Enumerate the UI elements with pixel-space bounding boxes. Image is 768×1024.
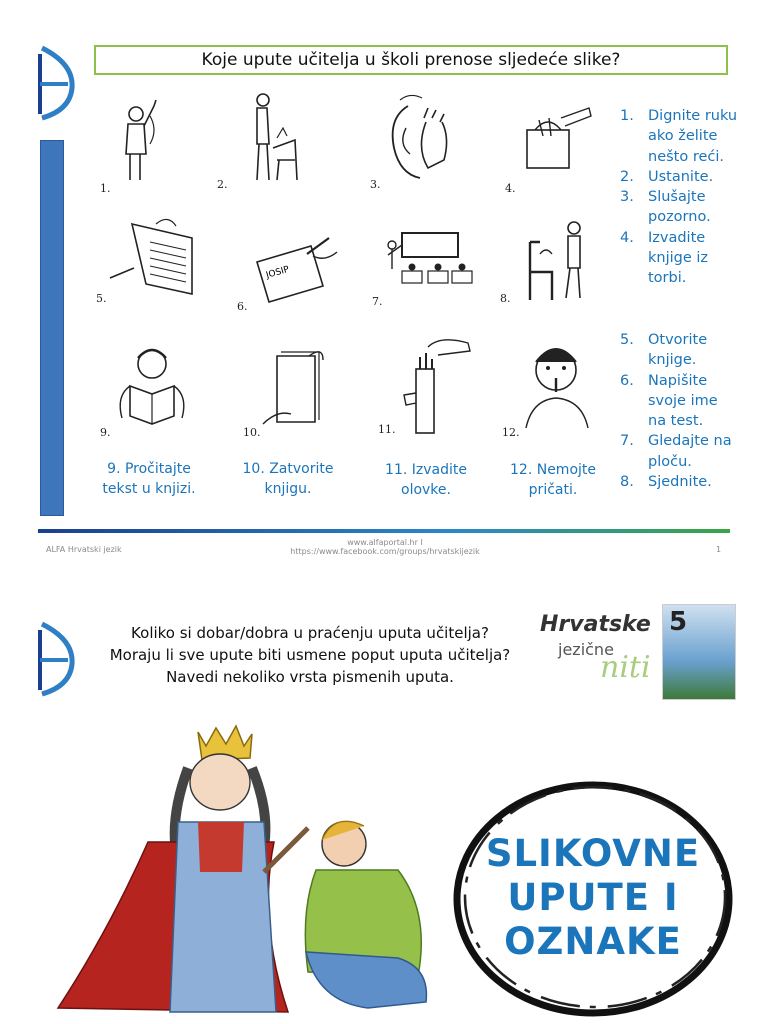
stand-up-icon <box>217 88 327 193</box>
question-3: Navedi nekoliko vrsta pismenih uputa. <box>166 668 454 686</box>
heading-line-3: OZNAKE <box>504 920 682 963</box>
list-item: 4. Izvadite knjige iz torbi. <box>620 229 709 287</box>
alfa-logo-icon <box>38 620 76 698</box>
picture-6 <box>237 210 347 315</box>
picture-8 <box>500 202 610 307</box>
list-item: 1. Dignite ruku ako želite nešto reći. <box>620 108 738 165</box>
picture-number: 6. <box>237 300 248 313</box>
heading-line-2: UPUTE I <box>507 876 679 919</box>
caption-11: 11. Izvadite olovke. <box>385 462 467 498</box>
write-name-icon <box>237 210 347 315</box>
book-grade: 5 <box>669 607 688 637</box>
footer-link-site[interactable]: www.alfaportal.hr I <box>347 538 423 547</box>
picture-number: 2. <box>217 178 228 191</box>
picture-7 <box>372 205 482 310</box>
picture-3 <box>370 88 480 193</box>
raised-hand-icon <box>100 92 210 197</box>
alfa-logo-icon <box>38 44 76 122</box>
picture-number: 11. <box>378 423 396 436</box>
picture-number: 5. <box>96 292 107 305</box>
book-subtitle: jezične <box>558 640 614 659</box>
question-1: Koliko si dobar/dobra u praćenju uputa učitelja? <box>131 624 489 642</box>
caption-9: 9. Pročitajte tekst u knjizi. <box>102 461 196 497</box>
picture-number: 7. <box>372 295 383 308</box>
list-item: 6. Napišite svoje ime na test. <box>620 372 718 430</box>
caption-12: 12. Nemojte pričati. <box>510 462 596 498</box>
footer-divider <box>38 529 730 533</box>
caption-10: 10. Zatvorite knjigu. <box>242 461 334 497</box>
picture-number: 9. <box>100 426 111 439</box>
instruction-list-1-4 <box>620 106 740 289</box>
picture-11 <box>378 333 488 438</box>
section-heading <box>450 832 736 964</box>
footer-link-facebook[interactable]: https://www.facebook.com/groups/hrvatskijezik <box>290 547 480 556</box>
picture-number: 1. <box>100 182 111 195</box>
picture-2 <box>217 88 327 193</box>
book-script: niti <box>600 650 651 685</box>
list-item: 8. Sjednite. <box>620 474 712 491</box>
svg-text:JOSIP: JOSIP <box>265 264 291 281</box>
picture-number: 8. <box>500 292 511 305</box>
footer-links <box>240 538 530 556</box>
page-number: 1 <box>716 545 722 554</box>
list-item: 2. Ustanite. <box>620 168 714 185</box>
ear-listen-icon <box>370 88 480 193</box>
picture-9 <box>100 336 210 441</box>
picture-number: 3. <box>370 178 381 191</box>
page-title: Koje upute učitelja u školi prenose sljedeće slike? <box>94 45 728 75</box>
read-text-icon <box>100 336 210 441</box>
list-item: 7. Gledajte na ploču. <box>620 433 732 470</box>
king-and-boy-illustration-icon <box>38 712 458 1024</box>
bag-books-icon <box>505 92 615 197</box>
picture-12 <box>502 336 612 441</box>
discussion-questions <box>90 622 530 688</box>
picture-number: 4. <box>505 182 516 195</box>
board-icon <box>372 205 482 310</box>
sit-down-icon <box>500 202 610 307</box>
heading-line-1: SLIKOVNE <box>485 832 701 875</box>
list-item: 5. Otvorite knjige. <box>620 332 708 369</box>
open-book-icon <box>96 202 206 307</box>
instruction-list-5-8 <box>620 330 740 492</box>
picture-10 <box>243 336 353 441</box>
picture-number: 12. <box>502 426 520 439</box>
picture-5 <box>96 202 206 307</box>
footer-left: ALFA Hrvatski jezik <box>46 545 122 554</box>
decorative-side-bar <box>40 140 64 516</box>
book-cover-icon <box>662 604 736 700</box>
picture-4 <box>505 92 615 197</box>
question-2: Moraju li sve upute biti usmene poput uputa učitelja? <box>109 646 511 664</box>
book-title: Hrvatske <box>540 612 651 637</box>
list-item: 3. Slušajte pozorno. <box>620 189 711 226</box>
textbook-logo <box>540 604 736 698</box>
picture-number: 10. <box>243 426 261 439</box>
picture-1 <box>100 92 210 197</box>
